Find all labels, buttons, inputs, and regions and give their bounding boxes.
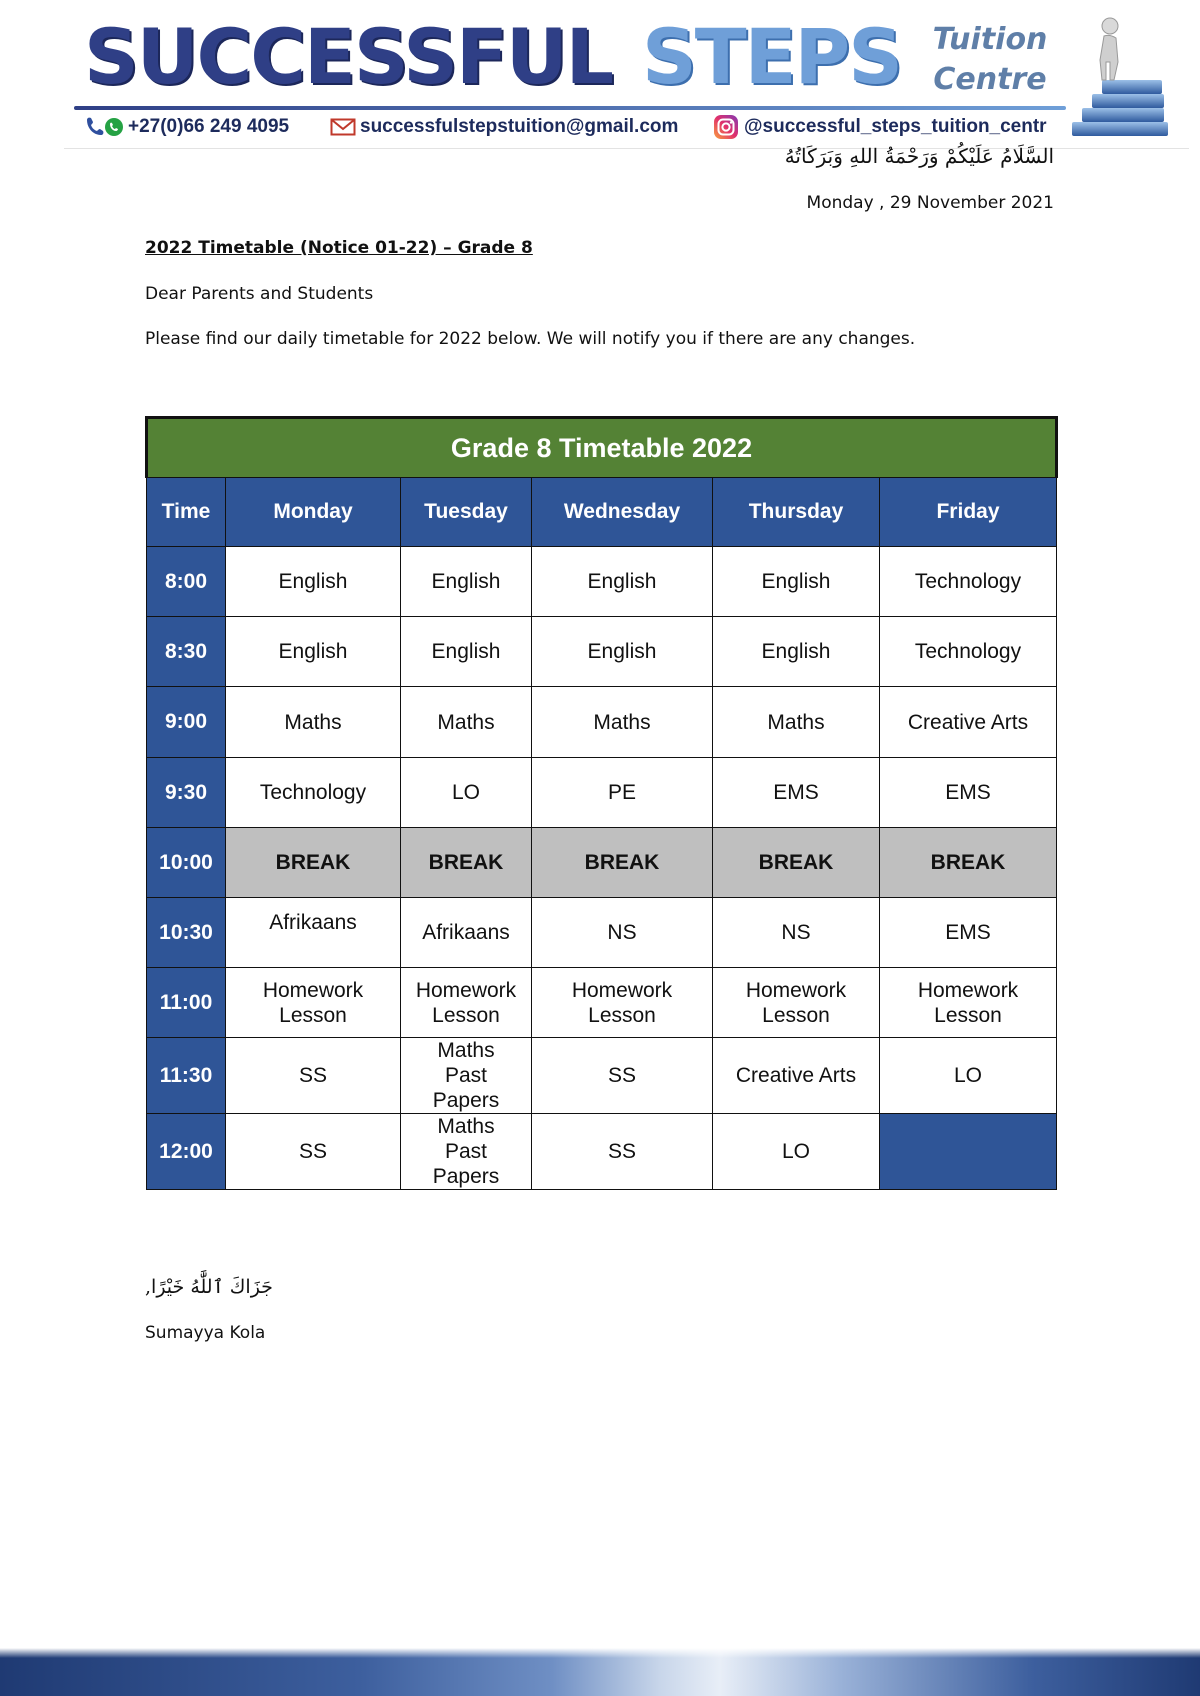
- break-cell: BREAK: [532, 828, 713, 898]
- table-row: [147, 687, 1057, 758]
- brand-logo: [84, 12, 901, 102]
- salam-greeting: السَّلَامُ عَلَيْكُمْ وَرَحْمَةُ اللهِ وَبَرَكَاتُهُ: [784, 144, 1054, 168]
- subject-cell: English: [713, 547, 880, 617]
- time-slot: 8:30: [147, 617, 226, 687]
- phone-whatsapp-icon: [84, 116, 124, 138]
- subject-cell: English: [401, 617, 532, 687]
- subject-cell: Afrikaans: [226, 898, 401, 968]
- time-slot: 11:30: [147, 1038, 226, 1114]
- letter-date: Monday , 29 November 2021: [806, 193, 1054, 213]
- subject-cell: SS: [226, 1114, 401, 1190]
- timetable-header-friday: Friday: [880, 478, 1057, 547]
- subject-cell: Creative Arts: [713, 1038, 880, 1114]
- subject-cell: Homework Lesson: [532, 968, 713, 1038]
- timetable-title: Grade 8 Timetable 2022: [147, 418, 1057, 478]
- time-slot: 9:30: [147, 758, 226, 828]
- subject-cell: English: [713, 617, 880, 687]
- subject-cell: Maths: [226, 687, 401, 758]
- subject-cell: Maths: [401, 687, 532, 758]
- time-slot: 9:00: [147, 687, 226, 758]
- break-cell: BREAK: [880, 828, 1057, 898]
- break-cell: BREAK: [401, 828, 532, 898]
- thinker-stairs-icon: [1066, 14, 1172, 140]
- brand-tagline: [930, 20, 1050, 100]
- timetable-header-row: [147, 478, 1057, 547]
- subject-cell: English: [532, 617, 713, 687]
- subject-cell: SS: [532, 1114, 713, 1190]
- brand-word-successful: SUCCESSFUL: [84, 12, 613, 101]
- timetable-header-monday: Monday: [226, 478, 401, 547]
- table-row: [147, 898, 1057, 968]
- break-cell: BREAK: [713, 828, 880, 898]
- table-row: [147, 1038, 1057, 1114]
- subject-cell: Maths Past Papers: [401, 1038, 532, 1114]
- table-row: [147, 828, 1057, 898]
- notice-title: 2022 Timetable (Notice 01-22) – Grade 8: [145, 238, 533, 258]
- instagram-icon: [712, 114, 740, 140]
- timetable-body: [147, 547, 1057, 1190]
- timetable-header-time: Time: [147, 478, 226, 547]
- phone-number: +27(0)66 249 4095: [128, 116, 290, 137]
- time-slot: 10:00: [147, 828, 226, 898]
- subject-cell: Homework Lesson: [401, 968, 532, 1038]
- subject-cell: Technology: [226, 758, 401, 828]
- contact-phone: [84, 114, 289, 140]
- subject-cell: Afrikaans: [401, 898, 532, 968]
- subject-cell: Homework Lesson: [880, 968, 1057, 1038]
- closing-dua: جَزَاكَ ٱللَّٰهُ خَيْرًا,: [145, 1276, 273, 1298]
- subject-cell: EMS: [713, 758, 880, 828]
- footer-band: [0, 1648, 1200, 1696]
- subject-cell: Maths: [713, 687, 880, 758]
- time-slot: 12:00: [147, 1114, 226, 1190]
- subject-cell: English: [226, 617, 401, 687]
- table-row: [147, 758, 1057, 828]
- letter-greeting: Dear Parents and Students: [145, 284, 374, 304]
- subject-cell: NS: [532, 898, 713, 968]
- subject-cell: EMS: [880, 758, 1057, 828]
- timetable-header-tuesday: Tuesday: [401, 478, 532, 547]
- contact-instagram: [712, 114, 1047, 140]
- time-slot: 8:00: [147, 547, 226, 617]
- empty-cell: [880, 1114, 1057, 1190]
- subject-cell: EMS: [880, 898, 1057, 968]
- email-address: successfulstepstuition@gmail.com: [360, 116, 679, 137]
- timetable: [145, 416, 1058, 1190]
- subject-cell: Homework Lesson: [713, 968, 880, 1038]
- break-cell: BREAK: [226, 828, 401, 898]
- signature-name: Sumayya Kola: [145, 1323, 266, 1343]
- subject-cell: NS: [713, 898, 880, 968]
- table-row: [147, 1114, 1057, 1190]
- time-slot: 11:00: [147, 968, 226, 1038]
- subject-cell: Maths: [532, 687, 713, 758]
- subject-cell: SS: [532, 1038, 713, 1114]
- table-row: [147, 547, 1057, 617]
- contact-email: [330, 114, 678, 140]
- table-row: [147, 968, 1057, 1038]
- subject-cell: English: [401, 547, 532, 617]
- subject-cell: English: [532, 547, 713, 617]
- time-slot: 10:30: [147, 898, 226, 968]
- subject-cell: Technology: [880, 547, 1057, 617]
- timetable-header-wednesday: Wednesday: [532, 478, 713, 547]
- mail-icon: [330, 117, 356, 137]
- instagram-handle: @successful_steps_tuition_centr: [744, 116, 1047, 137]
- subject-cell: Technology: [880, 617, 1057, 687]
- subject-cell: LO: [880, 1038, 1057, 1114]
- brand-word-steps: STEPS: [642, 12, 901, 101]
- subject-cell: English: [226, 547, 401, 617]
- table-row: [147, 617, 1057, 687]
- subject-cell: Homework Lesson: [226, 968, 401, 1038]
- tagline-line-2: Centre: [933, 62, 1047, 97]
- timetable-header-thursday: Thursday: [713, 478, 880, 547]
- letterhead-rule: [74, 106, 1066, 110]
- subject-cell: SS: [226, 1038, 401, 1114]
- subject-cell: LO: [713, 1114, 880, 1190]
- subject-cell: LO: [401, 758, 532, 828]
- subject-cell: Creative Arts: [880, 687, 1057, 758]
- tagline-line-1: Tuition: [932, 22, 1048, 57]
- subject-cell: Maths Past Papers: [401, 1114, 532, 1190]
- letter-intro: Please find our daily timetable for 2022 below. We will notify you if there are any changes.: [145, 329, 916, 349]
- subject-cell: PE: [532, 758, 713, 828]
